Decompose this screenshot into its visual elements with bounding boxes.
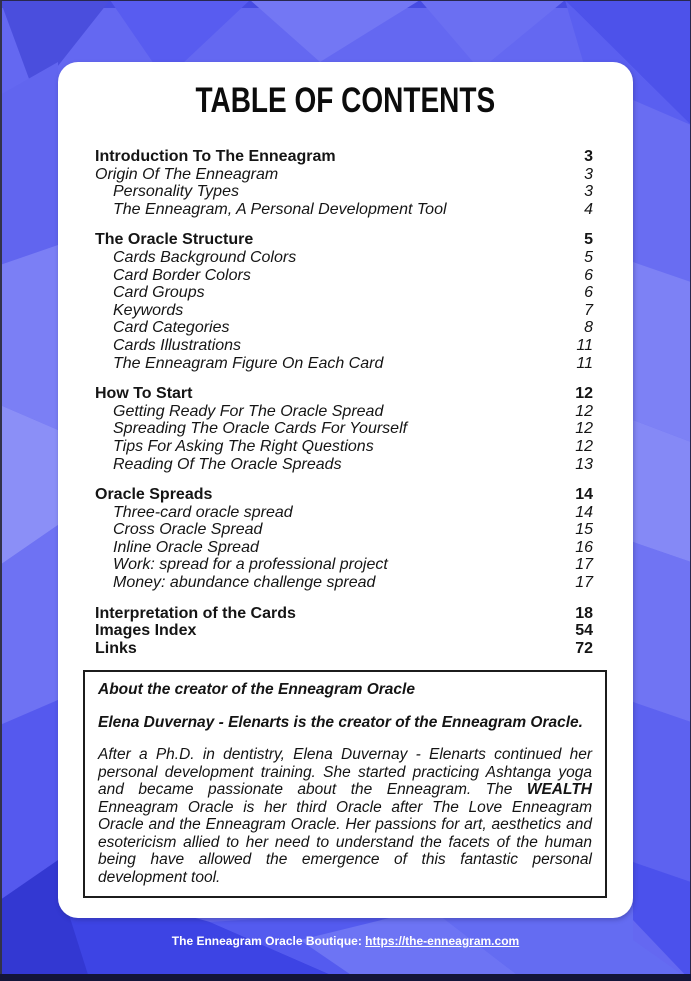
toc-row <box>95 148 593 166</box>
toc-row <box>95 521 593 539</box>
toc-section <box>95 231 593 372</box>
toc-row <box>95 640 593 658</box>
toc-row <box>95 622 593 640</box>
toc-row <box>95 355 593 373</box>
page-title: TABLE OF CONTENTS <box>195 81 496 120</box>
toc-entry-page: 18 <box>575 604 593 622</box>
toc-entry-label: Card Categories <box>113 319 230 337</box>
footer-link[interactable]: https://the-enneagram.com <box>365 934 520 948</box>
toc-entry-page: 7 <box>584 301 593 319</box>
about-body-bold-word: WEALTH <box>526 781 592 799</box>
toc-entry-label: Links <box>95 639 137 657</box>
toc-entry-page: 5 <box>584 248 593 266</box>
footer <box>0 934 691 948</box>
toc-section <box>95 148 593 218</box>
toc-row <box>95 201 593 219</box>
toc-row <box>95 456 593 474</box>
bottom-edge-strip <box>0 974 691 981</box>
toc-entry-label: Personality Types <box>113 183 239 201</box>
toc-row <box>95 556 593 574</box>
toc-entry-page: 6 <box>584 284 593 302</box>
toc-row <box>95 574 593 592</box>
toc-entry-page: 4 <box>584 200 593 218</box>
toc-entry-label: Inline Oracle Spread <box>113 538 259 556</box>
toc-entry-label: Three-card oracle spread <box>113 503 293 521</box>
toc-entry-label: Images Index <box>95 622 197 640</box>
toc-row <box>95 504 593 522</box>
toc-row <box>95 486 593 504</box>
toc <box>95 148 593 657</box>
toc-entry-page: 6 <box>584 266 593 284</box>
toc-entry-page: 3 <box>584 165 593 183</box>
toc-row <box>95 166 593 184</box>
toc-entry-page: 11 <box>576 354 593 372</box>
toc-entry-label: Getting Ready For The Oracle Spread <box>113 402 384 420</box>
toc-entry-label: Work: spread for a professional project <box>113 556 388 574</box>
toc-entry-label: How To Start <box>95 385 193 403</box>
toc-entry-label: The Oracle Structure <box>95 231 254 249</box>
toc-entry-label: Cross Oracle Spread <box>113 521 263 539</box>
toc-section <box>95 605 593 658</box>
toc-entry-label: Keywords <box>113 301 184 319</box>
toc-row <box>95 605 593 623</box>
toc-entry-page: 5 <box>584 231 593 249</box>
toc-row <box>95 337 593 355</box>
toc-entry-label: Oracle Spreads <box>95 486 213 504</box>
toc-entry-label: Cards Background Colors <box>113 248 297 266</box>
toc-entry-page: 15 <box>575 521 593 539</box>
about-creator-box <box>83 670 607 898</box>
footer-label: The Enneagram Oracle Boutique: <box>171 934 366 948</box>
toc-entry-page: 54 <box>575 622 593 640</box>
toc-entry-label: Cards Illustrations <box>113 336 242 354</box>
toc-entry-page: 12 <box>575 420 593 438</box>
toc-entry-label: The Enneagram Figure On Each Card <box>113 354 384 372</box>
toc-row <box>95 539 593 557</box>
toc-entry-page: 12 <box>575 385 593 403</box>
toc-entry-page: 72 <box>575 639 593 657</box>
toc-row <box>95 302 593 320</box>
toc-entry-page: 8 <box>584 319 593 337</box>
toc-row <box>95 249 593 267</box>
toc-row <box>95 284 593 302</box>
toc-entry-label: Origin Of The Enneagram <box>95 165 279 183</box>
toc-entry-page: 11 <box>576 336 593 354</box>
toc-entry-page: 17 <box>575 574 593 592</box>
toc-entry-label: Money: abundance challenge spread <box>113 574 376 592</box>
toc-card <box>58 62 633 918</box>
toc-row <box>95 183 593 201</box>
about-body <box>98 746 592 886</box>
toc-row <box>95 420 593 438</box>
toc-entry-page: 13 <box>575 455 593 473</box>
toc-entry-label: Tips For Asking The Right Questions <box>113 437 374 455</box>
about-subheading: Elena Duvernay - Elenarts is the creator of the Enneagram Oracle. <box>98 713 583 731</box>
toc-entry-page: 14 <box>575 486 593 504</box>
toc-entry-label: Introduction To The Enneagram <box>95 148 336 165</box>
toc-entry-label: The Enneagram, A Personal Development Tool <box>113 200 447 218</box>
toc-entry-page: 12 <box>575 437 593 455</box>
toc-row <box>95 385 593 403</box>
toc-entry-label: Reading Of The Oracle Spreads <box>113 455 342 473</box>
about-body-text: After a Ph.D. in dentistry, Elena Duvernay - Elenarts continued her personal development training. She started practicing Ashtanga yoga and became passionate about the Enneagram. The <box>98 746 592 799</box>
about-body-text: Enneagram Oracle is her third Oracle after The Love Enneagram Oracle and the Enneagram Oracle. Her passions for art, aesthetics and esotericism allied to her need to understand the facets of the human being have allowed the emergence of this fantastic personal development tool. <box>98 798 592 886</box>
toc-row <box>95 403 593 421</box>
toc-row <box>95 267 593 285</box>
toc-row <box>95 438 593 456</box>
toc-entry-label: Card Border Colors <box>113 266 251 284</box>
toc-entry-page: 16 <box>575 538 593 556</box>
toc-entry-page: 14 <box>575 503 593 521</box>
toc-section <box>95 385 593 473</box>
toc-entry-page: 17 <box>575 556 593 574</box>
toc-entry-page: 3 <box>584 183 593 201</box>
toc-entry-label: Card Groups <box>113 284 205 302</box>
toc-entry-page: 12 <box>575 402 593 420</box>
about-heading: About the creator of the Enneagram Oracle <box>98 681 415 699</box>
toc-row <box>95 231 593 249</box>
toc-entry-page: 3 <box>584 148 593 165</box>
toc-entry-label: Spreading The Oracle Cards For Yourself <box>113 420 408 438</box>
toc-section <box>95 486 593 592</box>
toc-row <box>95 319 593 337</box>
toc-entry-label: Interpretation of the Cards <box>95 604 296 622</box>
